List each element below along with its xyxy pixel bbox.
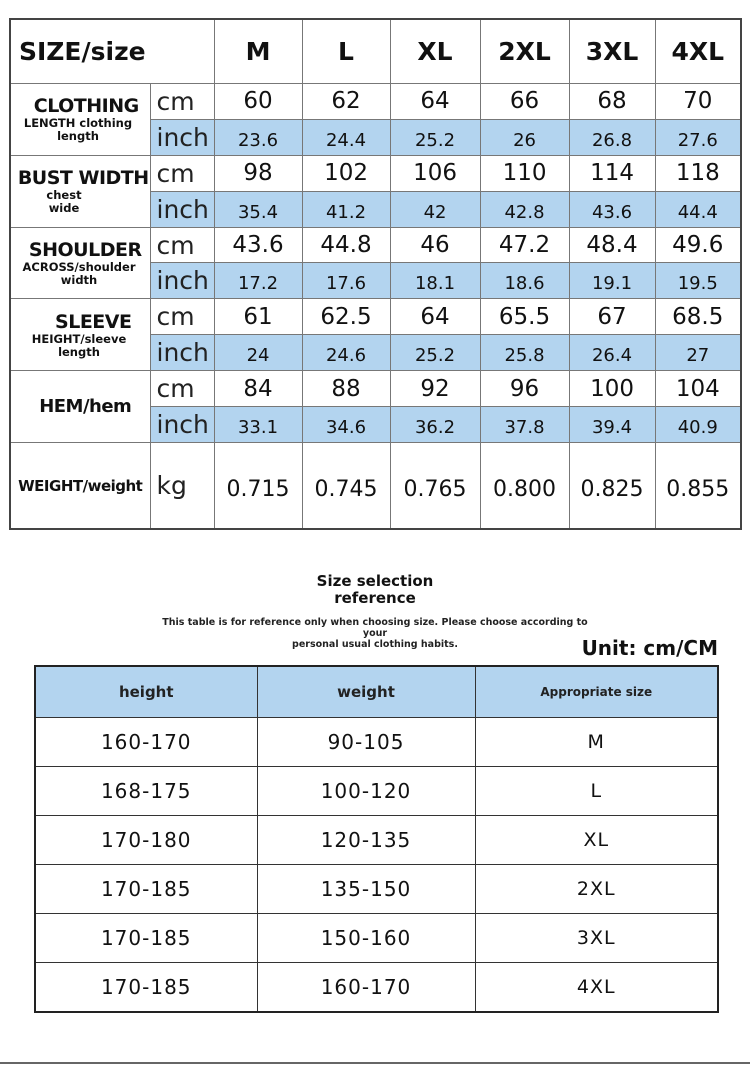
row-title: WEIGHT/weight bbox=[18, 476, 143, 495]
value-cell: 26.4 bbox=[569, 335, 655, 371]
value-cell: 104 bbox=[655, 371, 741, 407]
row-title: CLOTHING bbox=[33, 95, 139, 118]
value-cell: 0.765 bbox=[390, 443, 480, 530]
bottom-divider bbox=[0, 1062, 750, 1064]
height-cell: 160-170 bbox=[35, 718, 257, 767]
value-cell: 24 bbox=[214, 335, 302, 371]
size-col-xl: XL bbox=[390, 19, 480, 84]
weight-cell: 90-105 bbox=[257, 718, 475, 767]
unit-cm: cm bbox=[150, 371, 214, 407]
size-cell: 2XL bbox=[475, 865, 718, 914]
value-cell: 49.6 bbox=[655, 227, 741, 263]
value-cell: 110 bbox=[480, 155, 569, 191]
value-cell: 96 bbox=[480, 371, 569, 407]
unit-cm: cm bbox=[150, 227, 214, 263]
value-cell: 25.8 bbox=[480, 335, 569, 371]
value-cell: 34.6 bbox=[302, 407, 390, 443]
weight-cell: 100-120 bbox=[257, 767, 475, 816]
value-cell: 66 bbox=[480, 84, 569, 120]
size-col-3xl: 3XL bbox=[569, 19, 655, 84]
table-row bbox=[35, 816, 718, 865]
value-cell: 62.5 bbox=[302, 299, 390, 335]
value-cell: 84 bbox=[214, 371, 302, 407]
value-cell: 0.715 bbox=[214, 443, 302, 530]
value-cell: 67 bbox=[569, 299, 655, 335]
weight-label bbox=[10, 443, 150, 530]
reference-title bbox=[0, 573, 750, 607]
value-cell: 64 bbox=[390, 299, 480, 335]
value-cell: 23.6 bbox=[214, 119, 302, 155]
header-appropriate-size: Appropriate size bbox=[475, 666, 718, 718]
value-cell: 25.2 bbox=[390, 335, 480, 371]
unit-inch: inch bbox=[150, 191, 214, 227]
size-col-4xl: 4XL bbox=[655, 19, 741, 84]
height-cell: 170-185 bbox=[35, 963, 257, 1013]
row-title: SLEEVE bbox=[55, 310, 132, 333]
unit-inch: inch bbox=[150, 263, 214, 299]
reference-note bbox=[150, 617, 600, 650]
header-height: height bbox=[35, 666, 257, 718]
value-cell: 68 bbox=[569, 84, 655, 120]
value-cell: 0.800 bbox=[480, 443, 569, 530]
weight-cell: 135-150 bbox=[257, 865, 475, 914]
size-cell: M bbox=[475, 718, 718, 767]
value-cell: 62 bbox=[302, 84, 390, 120]
value-cell: 92 bbox=[390, 371, 480, 407]
value-cell: 48.4 bbox=[569, 227, 655, 263]
value-cell: 43.6 bbox=[214, 227, 302, 263]
row-title: SHOULDER bbox=[28, 238, 142, 261]
value-cell: 33.1 bbox=[214, 407, 302, 443]
value-cell: 18.1 bbox=[390, 263, 480, 299]
value-cell: 65.5 bbox=[480, 299, 569, 335]
value-cell: 43.6 bbox=[569, 191, 655, 227]
shoulder-label bbox=[10, 227, 150, 299]
value-cell: 0.745 bbox=[302, 443, 390, 530]
size-reference-table bbox=[34, 665, 719, 1013]
size-header-row bbox=[10, 19, 741, 84]
value-cell: 40.9 bbox=[655, 407, 741, 443]
value-cell: 46 bbox=[390, 227, 480, 263]
value-cell: 118 bbox=[655, 155, 741, 191]
size-cell: XL bbox=[475, 816, 718, 865]
height-cell: 170-185 bbox=[35, 865, 257, 914]
value-cell: 42.8 bbox=[480, 191, 569, 227]
value-cell: 98 bbox=[214, 155, 302, 191]
unit-inch: inch bbox=[150, 335, 214, 371]
value-cell: 27 bbox=[655, 335, 741, 371]
weight-cell: 160-170 bbox=[257, 963, 475, 1013]
value-cell: 26 bbox=[480, 119, 569, 155]
value-cell: 24.6 bbox=[302, 335, 390, 371]
value-cell: 24.4 bbox=[302, 119, 390, 155]
reference-note-line2: personal usual clothing habits. bbox=[292, 639, 458, 650]
size-chart-table bbox=[9, 18, 742, 530]
size-cell: L bbox=[475, 767, 718, 816]
value-cell: 17.2 bbox=[214, 263, 302, 299]
unit-cm: cm bbox=[150, 84, 214, 120]
unit-label: Unit: cm/CM bbox=[581, 636, 718, 660]
reference-title-line1: Size selection bbox=[316, 572, 434, 590]
clothing-length-cm-row bbox=[10, 84, 741, 120]
unit-inch: inch bbox=[150, 407, 214, 443]
hem-cm-row bbox=[10, 371, 741, 407]
unit-cm: cm bbox=[150, 299, 214, 335]
value-cell: 37.8 bbox=[480, 407, 569, 443]
weight-cell: 120-135 bbox=[257, 816, 475, 865]
value-cell: 68.5 bbox=[655, 299, 741, 335]
value-cell: 0.825 bbox=[569, 443, 655, 530]
value-cell: 41.2 bbox=[302, 191, 390, 227]
value-cell: 19.5 bbox=[655, 263, 741, 299]
row-subtitle: ACROSS/shoulder width bbox=[22, 259, 136, 287]
height-cell: 168-175 bbox=[35, 767, 257, 816]
bust-width-label bbox=[10, 155, 150, 227]
reference-note-line1: This table is for reference only when choosing size. Please choose according to your bbox=[162, 617, 588, 639]
bust-width-cm-row bbox=[10, 155, 741, 191]
value-cell: 36.2 bbox=[390, 407, 480, 443]
value-cell: 100 bbox=[569, 371, 655, 407]
reference-title-line2: reference bbox=[334, 589, 416, 607]
clothing-length-label bbox=[10, 84, 150, 156]
value-cell: 18.6 bbox=[480, 263, 569, 299]
sleeve-label bbox=[10, 299, 150, 371]
shoulder-cm-row bbox=[10, 227, 741, 263]
height-cell: 170-185 bbox=[35, 914, 257, 963]
weight-cell: 150-160 bbox=[257, 914, 475, 963]
size-header-label: SIZE/size bbox=[10, 19, 214, 84]
unit-kg: kg bbox=[150, 443, 214, 530]
value-cell: 0.855 bbox=[655, 443, 741, 530]
height-cell: 170-180 bbox=[35, 816, 257, 865]
size-col-2xl: 2XL bbox=[480, 19, 569, 84]
row-title: BUST WIDTH bbox=[17, 167, 149, 190]
sleeve-cm-row bbox=[10, 299, 741, 335]
value-cell: 44.4 bbox=[655, 191, 741, 227]
value-cell: 39.4 bbox=[569, 407, 655, 443]
unit-cm: cm bbox=[150, 155, 214, 191]
value-cell: 114 bbox=[569, 155, 655, 191]
value-cell: 60 bbox=[214, 84, 302, 120]
value-cell: 106 bbox=[390, 155, 480, 191]
value-cell: 47.2 bbox=[480, 227, 569, 263]
weight-row bbox=[10, 443, 741, 530]
table-row bbox=[35, 767, 718, 816]
row-subtitle: LENGTH clothing length bbox=[23, 116, 133, 144]
size-cell: 3XL bbox=[475, 914, 718, 963]
header-weight: weight bbox=[257, 666, 475, 718]
row-subtitle: HEIGHT/sleeve length bbox=[31, 331, 127, 359]
reference-header-row bbox=[35, 666, 718, 718]
value-cell: 70 bbox=[655, 84, 741, 120]
value-cell: 35.4 bbox=[214, 191, 302, 227]
table-row bbox=[35, 865, 718, 914]
value-cell: 27.6 bbox=[655, 119, 741, 155]
table-row bbox=[35, 963, 718, 1013]
size-cell: 4XL bbox=[475, 963, 718, 1013]
value-cell: 61 bbox=[214, 299, 302, 335]
table-row bbox=[35, 914, 718, 963]
value-cell: 44.8 bbox=[302, 227, 390, 263]
table-row bbox=[35, 718, 718, 767]
value-cell: 26.8 bbox=[569, 119, 655, 155]
row-subtitle: chest wide bbox=[46, 188, 82, 216]
value-cell: 19.1 bbox=[569, 263, 655, 299]
size-col-m: M bbox=[214, 19, 302, 84]
value-cell: 17.6 bbox=[302, 263, 390, 299]
row-title: HEM/hem bbox=[39, 395, 132, 417]
size-col-l: L bbox=[302, 19, 390, 84]
value-cell: 102 bbox=[302, 155, 390, 191]
hem-label bbox=[10, 371, 150, 443]
value-cell: 42 bbox=[390, 191, 480, 227]
value-cell: 25.2 bbox=[390, 119, 480, 155]
value-cell: 64 bbox=[390, 84, 480, 120]
value-cell: 88 bbox=[302, 371, 390, 407]
unit-inch: inch bbox=[150, 119, 214, 155]
